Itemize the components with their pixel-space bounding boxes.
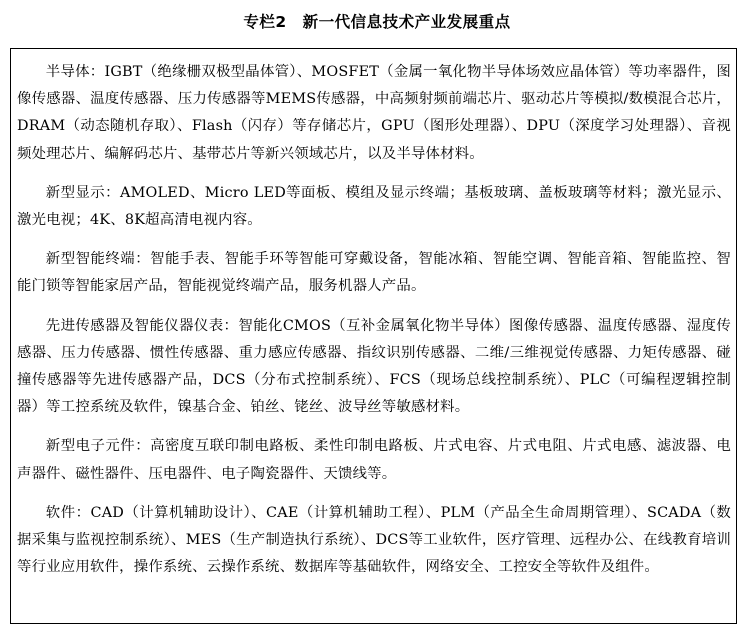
sidebar-number: 专栏2 (243, 13, 287, 31)
paragraph-semiconductor: 半导体：IGBT（绝缘栅双极型晶体管）、MOSFET（金属一氧化物半导体场效应晶体管）等功率器件，图像传感器、温度传感器、压力传感器等MEMS传感器，中高频射频前端芯片、驱动芯片等模拟/数模混合芯片，DRAM（动态随机存取）、Flash（闪存）等存储芯片，GPU（图形处理器）、DPU（深度学习处理器）、音视频处理芯片、编解码芯片、基带芯片等新兴领域芯片，以及半导体材料。 (17, 64, 731, 162)
paragraph-new-display: 新型显示：AMOLED、Micro LED等面板、模组及显示终端；基板玻璃、盖板玻璃等材料；激光显示、激光电视；4K、8K超高清电视内容。 (17, 184, 731, 229)
paragraph-electronic-components: 新型电子元件：高密度互联印制电路板、柔性印制电路板、片式电容、片式电阻、片式电感、滤波器、电声器件、磁性器件、压电器件、电子陶瓷器件、天馈线等。 (17, 438, 731, 482)
paragraph-sensors-instruments: 先进传感器及智能仪器仪表：智能化CMOS（互补金属氧化物半导体）图像传感器、温度传感器、湿度传感器、压力传感器、惯性传感器、重力感应传感器、指纹识别传感器、二维/三维视觉传感器、力矩传感器、碰撞传感器等先进传感器产品，DCS（分布式控制系统）、FCS（现场总线控制系统）、PLC（可编程逻辑控制器）等工控系统及软件，镍基合金、铂丝、铑丝、波导丝等敏感材料。 (17, 317, 731, 416)
paragraph-smart-terminals: 新型智能终端：智能手表、智能手环等智能可穿戴设备，智能冰箱、智能空调、智能音箱、智能监控、智能门锁等智能家居产品，智能视觉终端产品，服务机器人产品。 (17, 251, 731, 295)
content-box (10, 48, 737, 624)
sidebar-heading: 新一代信息技术产业发展重点 (302, 13, 511, 31)
paragraph-software: 软件：CAD（计算机辅助设计）、CAE（计算机辅助工程）、PLM（产品全生命周期管理）、SCADA（数据采集与监视控制系统）、MES（生产制造执行系统）、DCS等工业软件，医疗管理、远程办公、在线教育培训等行业应用软件，操作系统、云操作系统、数据库等基础软件，网络安全、工控安全等软件及组件。 (17, 504, 731, 576)
sidebar-title (0, 12, 754, 32)
